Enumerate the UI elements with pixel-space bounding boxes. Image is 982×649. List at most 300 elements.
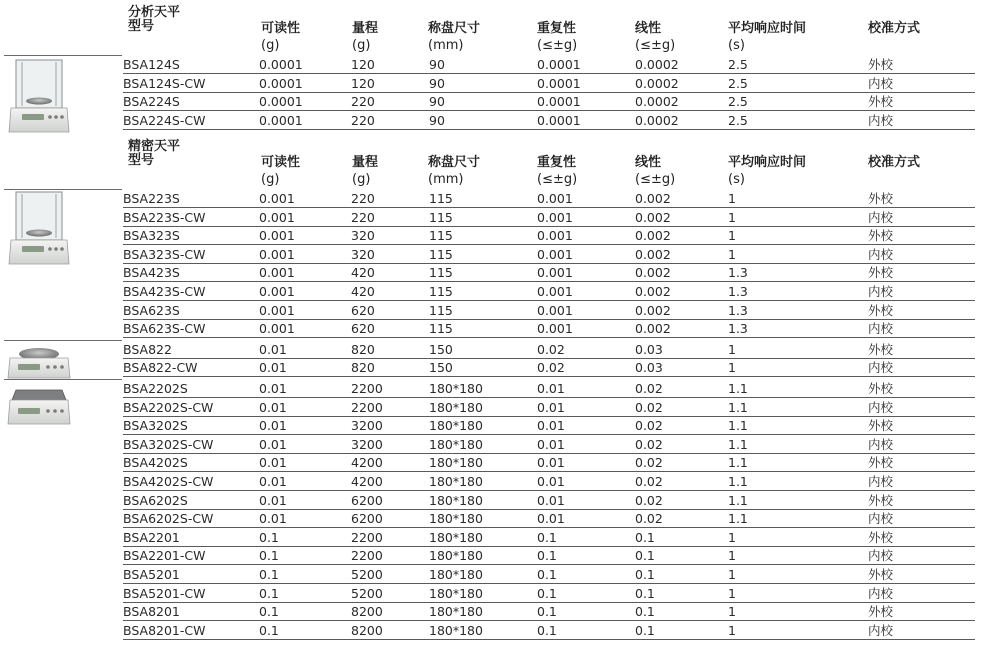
- table-cell: 0.02: [635, 493, 663, 508]
- table-cell: 外校: [868, 455, 894, 470]
- table-cell: 0.01: [537, 511, 565, 526]
- column-header-unit: (≤±g): [537, 38, 578, 53]
- model-label: 型号: [128, 19, 155, 34]
- table-cell: 外校: [868, 530, 894, 545]
- table-cell: 0.01: [259, 474, 287, 489]
- table-cell: 115: [429, 265, 453, 280]
- table-cell: 180*180: [429, 623, 483, 638]
- table-cell: 180*180: [429, 530, 483, 545]
- table-row: [123, 245, 975, 263]
- table-row: [123, 565, 975, 583]
- table-row: [123, 189, 975, 207]
- column-header-label: 称盘尺寸: [428, 155, 481, 170]
- table-cell: 0.02: [635, 511, 663, 526]
- table-cell: BSA3202S-CW: [123, 437, 214, 452]
- table-cell: 180*180: [429, 455, 483, 470]
- table-cell: 0.0002: [635, 113, 679, 128]
- column-header-label: 量程: [352, 155, 379, 170]
- table-row: [123, 282, 975, 300]
- table-cell: 内校: [868, 623, 894, 638]
- table-cell: 180*180: [429, 548, 483, 563]
- table-cell: 外校: [868, 191, 894, 206]
- table-cell: 90: [429, 57, 445, 72]
- table-cell: 0.0002: [635, 94, 679, 109]
- column-header-unit: (g): [261, 172, 280, 187]
- table-cell: 0.1: [259, 567, 279, 582]
- table-cell: 0.0001: [259, 94, 303, 109]
- table-cell: 1: [728, 548, 736, 563]
- table-cell: 0.01: [259, 511, 287, 526]
- table-cell: 115: [429, 284, 453, 299]
- table-cell: 180*180: [429, 381, 483, 396]
- table-cell: 1.1: [728, 455, 748, 470]
- table-cell: 1.3: [728, 303, 748, 318]
- table-cell: 0.001: [259, 228, 295, 243]
- table-cell: 外校: [868, 567, 894, 582]
- table-cell: 180*180: [429, 493, 483, 508]
- table-cell: 内校: [868, 247, 894, 262]
- table-cell: 0.0002: [635, 76, 679, 91]
- table-cell: 8200: [351, 604, 383, 619]
- table-cell: 0.1: [537, 586, 557, 601]
- table-cell: 0.01: [259, 418, 287, 433]
- column-header-unit: (g): [261, 38, 280, 53]
- group-divider: [4, 379, 122, 380]
- table-cell: 320: [351, 228, 375, 243]
- table-cell: 0.03: [635, 342, 663, 357]
- table-cell: 0.0001: [537, 76, 581, 91]
- table-cell: 0.03: [635, 360, 663, 375]
- table-cell: 5200: [351, 586, 383, 601]
- table-cell: 0.02: [537, 342, 565, 357]
- column-header-label: 平均响应时间: [728, 21, 807, 36]
- table-row: [123, 226, 975, 244]
- column-header: [635, 154, 675, 188]
- column-header-model: [128, 18, 154, 35]
- table-cell: 0.1: [635, 530, 655, 545]
- table-row: [123, 602, 975, 620]
- table-cell: 1.3: [728, 265, 748, 280]
- table-cell: 1: [728, 191, 736, 206]
- precision-balance-square-pan-icon: [6, 386, 72, 434]
- table-cell: 0.02: [635, 437, 663, 452]
- table-cell: 0.02: [635, 381, 663, 396]
- column-header-label: 平均响应时间: [728, 155, 807, 170]
- table-cell: 内校: [868, 437, 894, 452]
- table-cell: 0.0001: [537, 94, 581, 109]
- precision-balance-with-draft-shield-icon: [8, 188, 70, 272]
- table-cell: 0.0001: [537, 57, 581, 72]
- table-cell: 1.1: [728, 437, 748, 452]
- table-cell: 0.0001: [259, 57, 303, 72]
- table-cell: 1: [728, 228, 736, 243]
- table-cell: 0.01: [259, 381, 287, 396]
- table-cell: 0.0001: [537, 113, 581, 128]
- table-cell: BSA224S: [123, 94, 180, 109]
- table-cell: BSA822-CW: [123, 360, 198, 375]
- table-row: [123, 584, 975, 602]
- table-cell: 0.001: [537, 284, 573, 299]
- column-header-label: 可读性: [261, 21, 301, 36]
- table-cell: 90: [429, 113, 445, 128]
- column-header: [728, 20, 806, 54]
- table-cell: 0.1: [259, 623, 279, 638]
- column-header-label: 校准方式: [868, 21, 921, 36]
- column-header-unit: (≤±g): [635, 172, 676, 187]
- table-cell: BSA822: [123, 342, 172, 357]
- column-header-unit: (≤±g): [635, 38, 676, 53]
- table-cell: 0.02: [537, 360, 565, 375]
- table-cell: 1: [728, 567, 736, 582]
- table-cell: BSA5201: [123, 567, 180, 582]
- table-cell: 90: [429, 94, 445, 109]
- precision-balance-round-pan-icon: [6, 344, 72, 388]
- column-header-label: 重复性: [537, 155, 577, 170]
- analytical-balance-with-draft-shield-icon: [8, 56, 70, 140]
- table-cell: 0.02: [635, 474, 663, 489]
- column-header-unit: (mm): [428, 38, 464, 53]
- table-cell: 180*180: [429, 511, 483, 526]
- table-cell: 180*180: [429, 567, 483, 582]
- table-cell: 内校: [868, 511, 894, 526]
- table-cell: 0.01: [259, 360, 287, 375]
- table-cell: BSA8201: [123, 604, 180, 619]
- table-cell: 0.001: [537, 191, 573, 206]
- table-cell: 0.01: [537, 493, 565, 508]
- table-cell: 115: [429, 247, 453, 262]
- table-cell: 0.01: [259, 342, 287, 357]
- column-header-label: 称盘尺寸: [428, 21, 481, 36]
- table-cell: 0.002: [635, 321, 671, 336]
- table-cell: 8200: [351, 623, 383, 638]
- table-cell: BSA3202S: [123, 418, 188, 433]
- table-cell: 内校: [868, 113, 894, 128]
- table-row: [123, 92, 975, 110]
- table-cell: 0.02: [635, 400, 663, 415]
- column-header: [537, 154, 577, 188]
- table-cell: 1: [728, 586, 736, 601]
- table-cell: 内校: [868, 474, 894, 489]
- table-cell: 内校: [868, 321, 894, 336]
- table-cell: BSA5201-CW: [123, 586, 206, 601]
- row-divider: [123, 376, 975, 377]
- table-cell: 0.1: [259, 604, 279, 619]
- table-row: [123, 621, 975, 639]
- table-cell: 3200: [351, 418, 383, 433]
- table-cell: 内校: [868, 586, 894, 601]
- table-cell: 内校: [868, 400, 894, 415]
- table-cell: 外校: [868, 381, 894, 396]
- table-cell: 0.001: [537, 228, 573, 243]
- table-cell: 0.001: [537, 321, 573, 336]
- table-cell: 0.01: [537, 474, 565, 489]
- table-cell: 6200: [351, 493, 383, 508]
- table-cell: BSA6202S-CW: [123, 511, 214, 526]
- table-cell: 0.002: [635, 228, 671, 243]
- table-row: [123, 340, 975, 358]
- table-cell: 220: [351, 94, 375, 109]
- table-cell: BSA124S: [123, 57, 180, 72]
- table-cell: BSA323S: [123, 228, 180, 243]
- table-cell: 0.001: [259, 265, 295, 280]
- table-cell: BSA323S-CW: [123, 247, 206, 262]
- table-cell: 1: [728, 604, 736, 619]
- table-cell: 0.001: [537, 247, 573, 262]
- table-cell: 5200: [351, 567, 383, 582]
- table-cell: 0.1: [635, 586, 655, 601]
- table-cell: 0.001: [259, 303, 295, 318]
- column-header-label: 线性: [635, 21, 662, 36]
- column-header-model: [128, 152, 154, 169]
- table-cell: 90: [429, 76, 445, 91]
- table-cell: 0.1: [259, 548, 279, 563]
- table-cell: 0.002: [635, 247, 671, 262]
- table-cell: 内校: [868, 284, 894, 299]
- table-cell: 1.1: [728, 511, 748, 526]
- table-cell: 1: [728, 342, 736, 357]
- row-divider: [123, 337, 975, 338]
- table-cell: 820: [351, 360, 375, 375]
- table-cell: 2.5: [728, 94, 748, 109]
- table-cell: 0.0002: [635, 57, 679, 72]
- table-cell: 1.1: [728, 474, 748, 489]
- table-cell: 0.002: [635, 191, 671, 206]
- column-header: [868, 20, 920, 37]
- table-row: [123, 509, 975, 527]
- table-cell: 150: [429, 342, 453, 357]
- table-cell: 0.1: [635, 567, 655, 582]
- table-cell: 320: [351, 247, 375, 262]
- table-cell: 0.1: [537, 548, 557, 563]
- table-cell: 2.5: [728, 76, 748, 91]
- column-header: [868, 154, 920, 171]
- table-cell: 220: [351, 113, 375, 128]
- table-cell: BSA8201-CW: [123, 623, 206, 638]
- table-cell: 180*180: [429, 437, 483, 452]
- table-cell: 外校: [868, 493, 894, 508]
- table-cell: 0.01: [537, 400, 565, 415]
- column-header: [352, 154, 378, 188]
- column-header: [537, 20, 577, 54]
- table-cell: 0.01: [259, 455, 287, 470]
- column-header: [635, 20, 675, 54]
- table-cell: 0.1: [537, 623, 557, 638]
- table-cell: 115: [429, 191, 453, 206]
- table-cell: 820: [351, 342, 375, 357]
- table-cell: BSA2201: [123, 530, 180, 545]
- table-cell: 外校: [868, 418, 894, 433]
- table-cell: 180*180: [429, 586, 483, 601]
- table-cell: 2.5: [728, 57, 748, 72]
- table-cell: 2200: [351, 381, 383, 396]
- column-header: [428, 20, 480, 54]
- table-row: [123, 416, 975, 434]
- table-row: [123, 379, 975, 397]
- table-cell: BSA423S-CW: [123, 284, 206, 299]
- table-cell: 0.001: [259, 191, 295, 206]
- table-row: [123, 74, 975, 92]
- column-header-label: 校准方式: [868, 155, 921, 170]
- table-cell: 0.1: [635, 623, 655, 638]
- table-cell: 1: [728, 360, 736, 375]
- column-header: [728, 154, 806, 188]
- group-divider: [4, 340, 122, 341]
- column-header-unit: (mm): [428, 172, 464, 187]
- table-row: [123, 301, 975, 319]
- table-cell: 1.3: [728, 321, 748, 336]
- table-cell: 内校: [868, 76, 894, 91]
- column-header-label: 重复性: [537, 21, 577, 36]
- table-row: [123, 491, 975, 509]
- column-header-unit: (g): [352, 172, 371, 187]
- table-cell: 115: [429, 228, 453, 243]
- table-cell: BSA4202S-CW: [123, 474, 214, 489]
- table-cell: 0.1: [635, 604, 655, 619]
- table-row: [123, 398, 975, 416]
- table-cell: 0.1: [259, 586, 279, 601]
- table-cell: BSA2201-CW: [123, 548, 206, 563]
- table-cell: 1.1: [728, 381, 748, 396]
- table-row: [123, 528, 975, 546]
- table-cell: 外校: [868, 265, 894, 280]
- table-cell: 220: [351, 191, 375, 206]
- table-cell: 2200: [351, 400, 383, 415]
- table-cell: 1: [728, 247, 736, 262]
- column-header-unit: (g): [352, 38, 371, 53]
- table-cell: 内校: [868, 360, 894, 375]
- table-cell: BSA224S-CW: [123, 113, 206, 128]
- table-cell: 620: [351, 321, 375, 336]
- table-cell: 0.01: [259, 400, 287, 415]
- table-cell: 0.01: [537, 418, 565, 433]
- table-row: [123, 111, 975, 129]
- table-cell: 0.02: [635, 418, 663, 433]
- column-header-unit: (≤±g): [537, 172, 578, 187]
- table-row: [123, 435, 975, 453]
- table-row: [123, 319, 975, 337]
- table-cell: 1: [728, 210, 736, 225]
- table-cell: 内校: [868, 210, 894, 225]
- table-cell: 0.1: [537, 604, 557, 619]
- table-cell: 2200: [351, 548, 383, 563]
- table-cell: 4200: [351, 455, 383, 470]
- table-cell: 0.001: [537, 210, 573, 225]
- table-cell: BSA223S: [123, 191, 180, 206]
- table-cell: 0.002: [635, 210, 671, 225]
- table-cell: 0.002: [635, 265, 671, 280]
- column-header-label: 量程: [352, 21, 379, 36]
- table-cell: 2.5: [728, 113, 748, 128]
- table-cell: 0.01: [537, 381, 565, 396]
- table-cell: 150: [429, 360, 453, 375]
- table-cell: 0.0001: [259, 76, 303, 91]
- table-cell: 0.1: [537, 567, 557, 582]
- table-cell: 0.02: [635, 455, 663, 470]
- table-cell: 0.01: [537, 437, 565, 452]
- table-cell: 4200: [351, 474, 383, 489]
- table-cell: 220: [351, 210, 375, 225]
- table-cell: 120: [351, 57, 375, 72]
- table-cell: BSA223S-CW: [123, 210, 206, 225]
- table-cell: 0.1: [259, 530, 279, 545]
- table-cell: 115: [429, 321, 453, 336]
- table-cell: BSA423S: [123, 265, 180, 280]
- table-cell: BSA2202S-CW: [123, 400, 214, 415]
- table-cell: 0.01: [259, 493, 287, 508]
- table-row: [123, 546, 975, 564]
- table-cell: 6200: [351, 511, 383, 526]
- column-header-label: 线性: [635, 155, 662, 170]
- table-cell: 180*180: [429, 474, 483, 489]
- table-cell: 180*180: [429, 418, 483, 433]
- table-row: [123, 358, 975, 376]
- table-cell: 1.1: [728, 418, 748, 433]
- table-cell: 内校: [868, 548, 894, 563]
- table-cell: BSA4202S: [123, 455, 188, 470]
- table-cell: BSA623S-CW: [123, 321, 206, 336]
- table-cell: 120: [351, 76, 375, 91]
- table-cell: 0.001: [537, 303, 573, 318]
- table-cell: 外校: [868, 94, 894, 109]
- table-cell: 0.1: [537, 530, 557, 545]
- row-divider: [123, 129, 975, 130]
- table-cell: 420: [351, 265, 375, 280]
- table-row: [123, 453, 975, 471]
- table-cell: 1: [728, 623, 736, 638]
- table-cell: 0.001: [537, 265, 573, 280]
- table-cell: 420: [351, 284, 375, 299]
- table-cell: BSA124S-CW: [123, 76, 206, 91]
- column-header-unit: (s): [728, 172, 745, 187]
- table-cell: 外校: [868, 342, 894, 357]
- table-cell: 0.002: [635, 303, 671, 318]
- table-cell: 1.3: [728, 284, 748, 299]
- table-row: [123, 208, 975, 226]
- table-cell: 115: [429, 210, 453, 225]
- table-cell: 1.1: [728, 493, 748, 508]
- table-cell: BSA623S: [123, 303, 180, 318]
- row-divider: [123, 639, 975, 640]
- table-cell: 外校: [868, 228, 894, 243]
- table-row: [123, 263, 975, 281]
- table-cell: 3200: [351, 437, 383, 452]
- table-cell: 2200: [351, 530, 383, 545]
- table-cell: 180*180: [429, 604, 483, 619]
- column-header: [261, 20, 300, 54]
- table-row: [123, 472, 975, 490]
- column-header: [261, 154, 300, 188]
- table-cell: 1: [728, 530, 736, 545]
- table-cell: 0.01: [259, 437, 287, 452]
- column-header: [352, 20, 378, 54]
- table-cell: 0.002: [635, 284, 671, 299]
- table-cell: 0.001: [259, 321, 295, 336]
- table-row: [123, 55, 975, 73]
- column-header-unit: (s): [728, 38, 745, 53]
- table-cell: 180*180: [429, 400, 483, 415]
- section-title: 精密天平: [128, 139, 181, 154]
- column-header-label: 可读性: [261, 155, 301, 170]
- table-cell: 620: [351, 303, 375, 318]
- section-title: 分析天平: [128, 5, 181, 20]
- table-cell: 0.0001: [259, 113, 303, 128]
- table-cell: 外校: [868, 303, 894, 318]
- column-header: [428, 154, 480, 188]
- table-cell: 0.1: [635, 548, 655, 563]
- table-cell: BSA6202S: [123, 493, 188, 508]
- table-cell: 外校: [868, 604, 894, 619]
- table-cell: 0.001: [259, 247, 295, 262]
